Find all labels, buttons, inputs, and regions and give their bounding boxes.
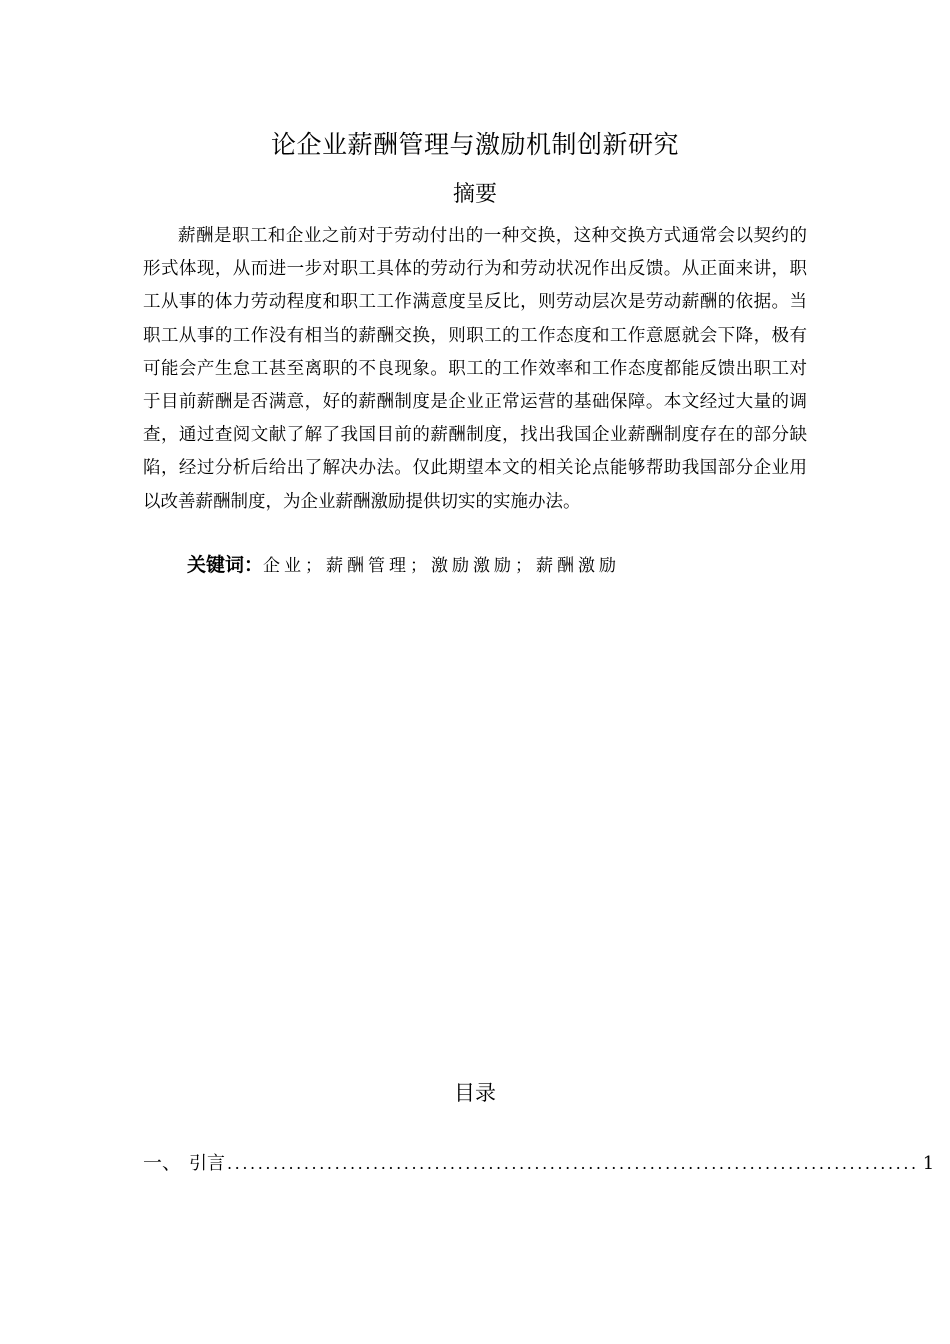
keywords-line <box>187 549 807 582</box>
abstract-heading: 摘要 <box>452 182 497 207</box>
toc-heading: 目录 <box>454 1081 496 1105</box>
toc-entry-page-number: 1 <box>922 1153 935 1174</box>
toc-entry-leader: .......................................................................................... <box>227 1154 919 1173</box>
keywords-value: 企业；薪酬管理；激励激励；薪酬激励 <box>263 556 621 576</box>
abstract-body: 薪酬是职工和企业之前对于劳动付出的一种交换，这种交换方式通常会以契约的形式体现，从而进一步对职工具体的劳动行为和劳动状况作出反馈。从正面来讲，职工从事的体力劳动程度和职工工作满意度呈反比，则劳动层次是劳动薪酬的依据。当职工从事的工作没有相当的薪酬交换，则职工的工作态度和工作意愿就会下降，极有可能会产生怠工甚至离职的不良现象。职工的工作效率和工作态度都能反馈出职工对于目前薪酬是否满意，好的薪酬制度是企业正常运营的基础保障。本文经过大量的调查，通过查阅文献了解了我国目前的薪酬制度，找出我国企业薪酬制度存在的部分缺陷，经过分析后给出了解决办法。仅此期望本文的相关论点能够帮助我国部分企业用以改善薪酬制度，为企业薪酬激励提供切实的实施办法。 <box>143 226 807 512</box>
toc-entry-label: 引言 <box>189 1153 225 1174</box>
toc-entry[interactable] <box>143 1148 935 1178</box>
document-title: 论企业薪酬管理与激励机制创新研究 <box>270 130 679 159</box>
keywords-label: 关键词： <box>187 554 264 576</box>
toc-entry-number: 一、 <box>143 1152 182 1174</box>
